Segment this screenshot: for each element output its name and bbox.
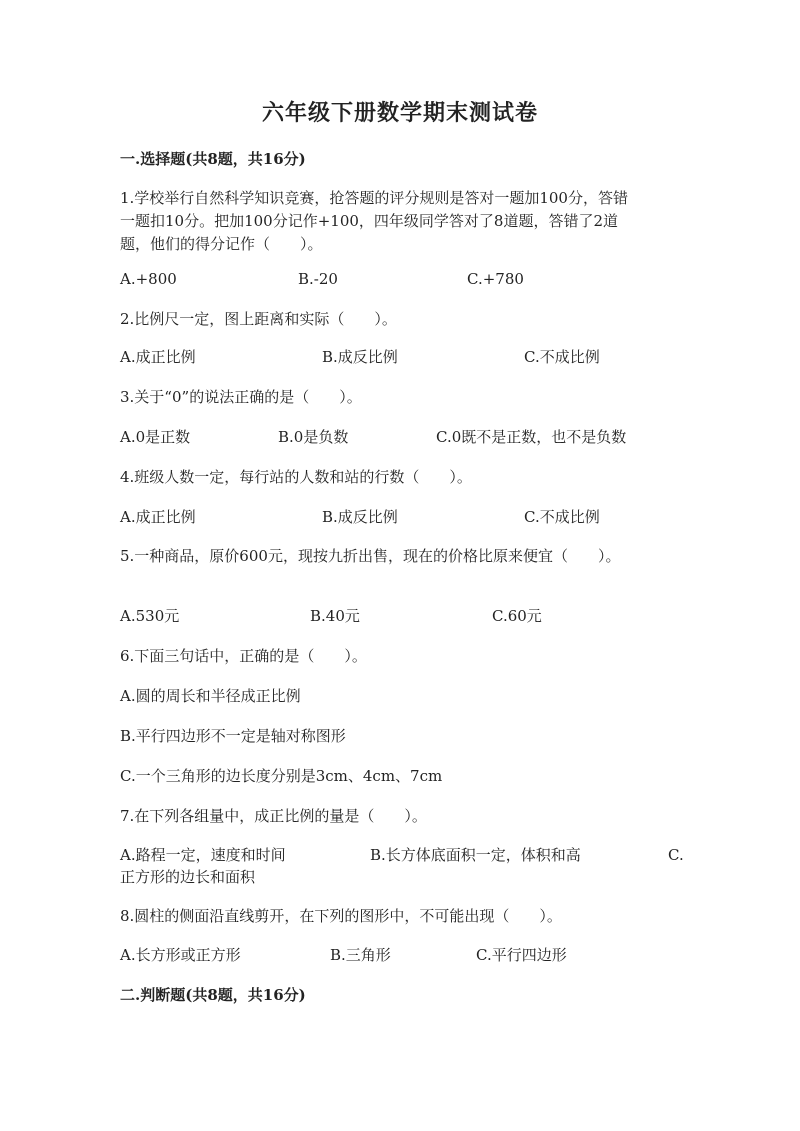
question-5-option-b: B.40元	[310, 607, 360, 625]
question-5-option-a: A.530元	[120, 607, 180, 625]
question-4-option-b: B.成反比例	[322, 508, 398, 526]
question-8-option-c: C.平行四边形	[476, 946, 567, 964]
question-2-option-a: A.成正比例	[120, 348, 196, 366]
question-7-option-c-text: 正方形的边长和面积	[120, 868, 256, 886]
question-6-option-c: C.一个三角形的边长度分别是3cm、4cm、7cm	[120, 767, 443, 785]
question-8-text: 8.圆柱的侧面沿直线剪开，在下列的图形中，不可能出现（ ）。	[120, 907, 562, 925]
question-3-option-a: A.0是正数	[120, 428, 191, 446]
question-1-option-b: B.-20	[298, 270, 338, 288]
question-4-option-a: A.成正比例	[120, 508, 196, 526]
question-1-option-c: C.+780	[467, 270, 524, 288]
question-5-text: 5.一种商品，原价600元，现按九折出售，现在的价格比原来便宜（ ）。	[120, 547, 621, 565]
question-7-option-a: A.路程一定，速度和时间	[120, 846, 286, 864]
question-3-option-b: B.0是负数	[278, 428, 349, 446]
question-7-option-c-prefix: C.	[668, 846, 684, 864]
question-1-option-a: A.+800	[120, 270, 177, 288]
question-1-text-line-2: 一题扣10分。把加100分记作+100，四年级同学答对了8道题，答错了2道	[120, 212, 619, 230]
page-title: 六年级下册数学期末测试卷	[261, 100, 538, 126]
question-3-text: 3.关于“0”的说法正确的是（ ）。	[120, 388, 362, 406]
question-5-option-c: C.60元	[492, 607, 542, 625]
question-4-text: 4.班级人数一定，每行站的人数和站的行数（ ）。	[120, 468, 472, 486]
question-6-option-b: B.平行四边形不一定是轴对称图形	[120, 727, 346, 745]
question-1-text-line-3: 题，他们的得分记作（ ）。	[120, 235, 323, 253]
question-7-text: 7.在下列各组量中，成正比例的量是（ ）。	[120, 807, 427, 825]
question-4-option-c: C.不成比例	[524, 508, 600, 526]
question-1-text-line-1: 1.学校举行自然科学知识竞赛，抢答题的评分规则是答对一题加100分，答错	[120, 189, 628, 207]
question-6-option-a: A.圆的周长和半径成正比例	[120, 687, 301, 705]
question-8-option-b: B.三角形	[330, 946, 391, 964]
question-7-option-b: B.长方体底面积一定，体积和高	[370, 846, 581, 864]
question-6-text: 6.下面三句话中，正确的是（ ）。	[120, 647, 367, 665]
section-heading-multiple-choice: 一.选择题(共8题，共16分)	[120, 150, 306, 168]
question-2-option-b: B.成反比例	[322, 348, 398, 366]
section-heading-true-false: 二.判断题(共8题，共16分)	[120, 986, 306, 1004]
question-2-text: 2.比例尺一定，图上距离和实际（ ）。	[120, 310, 397, 328]
question-8-option-a: A.长方形或正方形	[120, 946, 241, 964]
question-3-option-c: C.0既不是正数，也不是负数	[436, 428, 627, 446]
question-2-option-c: C.不成比例	[524, 348, 600, 366]
